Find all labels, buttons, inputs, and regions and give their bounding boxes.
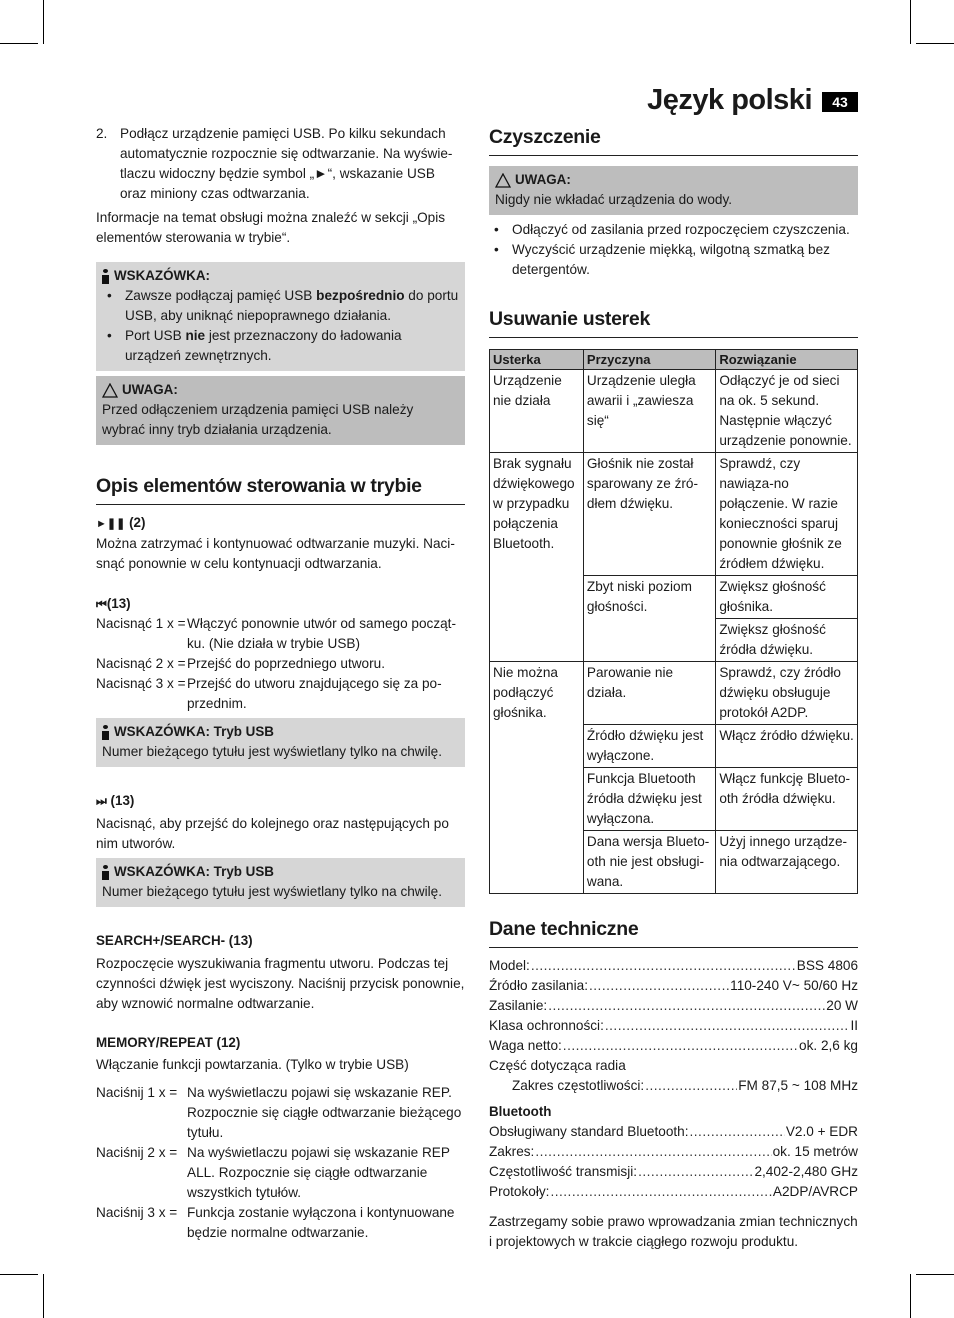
warning-title-text: UWAGA: [122,382,178,397]
section-heading: Czyszczenie [489,124,858,156]
list-item: • Wyczyścić urządzenie miękką, wilgotną szmatką bez detergentów. [489,240,858,280]
list-item [102,286,459,326]
list-item [102,326,459,366]
text: Zawsze podłączaj pamięć USB [125,288,317,303]
spec-row [489,1182,858,1202]
spec-row [489,1162,858,1182]
press-key: Nacisnąć 2 x = [96,656,186,671]
press-key: Naciśnij 2 x = [96,1145,178,1160]
hint-box [96,262,465,371]
page-number: 43 [822,92,858,112]
crop-mark [0,1274,38,1275]
press-key: Naciśnij 1 x = [96,1085,178,1100]
press-row [96,614,465,654]
bold-text: nie [185,328,206,343]
solution-cell: Włącz funkcję Blueto-oth źródła dźwięku. [716,768,858,831]
memory-heading: MEMORY/REPEAT (12) [96,1035,241,1050]
cause-cell: Funkcja Bluetooth źródła dźwięku jest wyłączona. [583,768,715,831]
page-title: Język polski [647,84,812,116]
hint-text: Numer bieżącego tytułu jest wyświetlany tylko na chwilę. [102,744,442,759]
warning-icon [102,383,118,398]
hint-title [102,722,459,742]
spec-row [489,976,858,996]
previous-label: (13) [106,596,131,611]
spec-row [489,1076,858,1096]
column-header: Rozwiązanie [716,350,858,370]
play-pause-text: Można zatrzymać i kontynuować odtwarzanie muzyki. Naci-snąć ponownie w celu kontynuacji odtwarzania. [96,536,455,571]
spec-key: Zakres częstotliwości: [512,1078,645,1093]
hint-title [102,266,459,286]
leader-dots [645,1076,737,1096]
section-heading: Dane techniczne [489,916,858,948]
bluetooth-heading: Bluetooth [489,1104,552,1119]
bold-text: bezpośrednio [316,288,405,303]
press-row [96,1203,465,1243]
leader-dots [605,1016,850,1036]
table-row [490,453,858,576]
left-column [96,124,465,1243]
leader-dots [690,1122,785,1142]
cause-cell: Urządzenie uległa awarii i „zawiesza się“ [583,370,715,453]
right-column [489,124,858,1252]
hint-list [102,286,459,366]
spec-value: ok. 2,6 kg [799,1038,858,1053]
spec-row [489,956,858,976]
hint-text: Numer bieżącego tytułu jest wyświetlany tylko na chwilę. [102,884,442,899]
step-2 [96,124,465,204]
crop-mark [916,1274,954,1275]
spec-value: FM 87,5 ~ 108 MHz [738,1078,858,1093]
spec-value: ok. 15 metrów [772,1144,858,1159]
warning-box [489,166,858,215]
press-value: Włączyć ponownie utwór od samego począt-ku. (Nie działa w trybie USB) [187,616,456,651]
leader-dots [535,1142,771,1162]
spec-row [489,1016,858,1036]
table-row [490,662,858,725]
leader-dots [638,1162,753,1182]
leader-dots [531,956,796,976]
next-text: Nacisnąć, aby przejść do kolejnego oraz następujących po nim utworów. [96,816,449,851]
warning-title [495,170,852,190]
info-paragraph: Informacje na temat obsługi można znaleźć w sekcji „Opis elementów sterowania w trybie“. [96,210,446,245]
section-heading: Usuwanie usterek [489,306,858,338]
spec-value: V2.0 + EDR [785,1124,858,1139]
spec-row [489,1122,858,1142]
skip-back-icon: ⏮ [96,597,107,611]
spec-key: Protokoły: [489,1184,550,1199]
crop-mark [43,0,44,44]
solution-cell: Włącz źródło dźwięku. [716,725,858,768]
text: jest przeznaczony do ładowania urządzeń zewnętrznych. [125,328,402,363]
leader-dots [548,996,825,1016]
next-heading [96,791,465,811]
solution-cell: Użyj innego urządze-nia odtwarzającego. [716,831,858,894]
troubleshooting-table [489,349,858,894]
section-heading: Opis elementów sterowania w trybie [96,473,465,505]
spec-key: Zakres: [489,1144,535,1159]
play-pause-heading [96,513,465,534]
crop-mark [910,0,911,44]
crop-mark [0,43,38,44]
spec-key: Zasilanie: [489,998,548,1013]
step-text: Podłącz urządzenie pamięci USB. Po kilku sekundach automatycznie rozpocznie się odtwarzanie. Na wyświe-tlaczu widoczny będzie symbol „►“, wskazanie USB oraz miniony czas odtwarzania. [120,126,453,201]
warning-title-text: UWAGA: [515,172,571,187]
leader-dots [563,1036,798,1056]
solution-cell: Sprawdź, czy źródło dźwięku obsługuje protokół A2DP. [716,662,858,725]
next-label: (13) [110,793,135,808]
leader-dots [550,1182,771,1202]
hint-box [96,718,465,767]
spec-value: 20 W [826,998,858,1013]
list-item: • Odłączyć od zasilania przed rozpoczęciem czyszczenia. [489,220,858,240]
press-value: Przejść do utworu znajdującego się za po-przednim. [187,676,442,711]
column-header: Przyczyna [583,350,715,370]
crop-mark [43,1274,44,1318]
column-header: Usterka [490,350,584,370]
press-row [96,674,465,714]
spec-row [489,996,858,1016]
info-icon [102,269,109,284]
step-number: 2. [96,126,108,141]
memory-text: Włączanie funkcji powtarzania. (Tylko w trybie USB) [96,1057,409,1072]
hint-title-text: WSKAZÓWKA: [114,268,210,283]
spec-key: Klasa ochronności: [489,1018,604,1033]
text: do portu USB, aby uniknąć niepoprawnego działania. [125,288,459,323]
spec-key: Obsługiwany standard Bluetooth: [489,1124,689,1139]
table-header-row [490,350,858,370]
press-row [96,1143,465,1203]
press-key: Nacisnąć 3 x = [96,676,186,691]
skip-forward-icon: ⏭ [96,794,107,808]
press-value: Na wyświetlaczu pojawi się wskazanie REP ALL. Rozpocznie się ciągłe odtwarzanie wszystkich tytułów. [187,1145,450,1200]
spec-key: Model: [489,958,530,973]
spec-value: BSS 4806 [796,958,858,973]
cause-cell: Źródło dźwięku jest wyłączone. [583,725,715,768]
press-value: Funkcja zostanie wyłączona i kontynuowane będzie normalne odtwarzanie. [187,1205,455,1240]
spec-list [489,956,858,1202]
cause-cell: Głośnik nie został sparowany ze źró-dłem dźwięku. [583,453,715,576]
warning-text: Przed odłączeniem urządzenia pamięci USB należy wybrać inny tryb działania urządzenia. [102,402,414,437]
fault-cell: Urządzenie nie działa [490,370,584,453]
cause-cell: Dana wersja Blueto-oth nie jest obsługi-wana. [583,831,715,894]
search-text: Rozpoczęcie wyszukiwania fragmentu utworu. Podczas tej czynności dźwięk jest wyciszony. Naciśnij przycisk ponownie, aby wznowić normalne odtwarzanie. [96,956,465,1011]
table-row [490,370,858,453]
press-value: Przejść do poprzedniego utworu. [187,656,385,671]
press-key: Nacisnąć 1 x = [96,616,186,631]
cleaning-list [489,220,858,280]
search-heading: SEARCH+/SEARCH- (13) [96,933,253,948]
spec-value: A2DP/AVRCP [772,1184,858,1199]
play-pause-icon: ►❚❚ [96,518,126,530]
press-row [96,654,465,674]
spec-value: 110-240 V~ 50/60 Hz [730,978,858,993]
press-row [96,1083,465,1143]
spec-key: Źródło zasilania: [489,978,588,993]
hint-box [96,858,465,907]
leader-dots [589,976,729,996]
warning-text: Nigdy nie wkładać urządzenia do wody. [495,192,733,207]
radio-label: Część dotycząca radia [489,1058,626,1073]
hint-title-text: WSKAZÓWKA: Tryb USB [114,724,274,739]
fault-cell: Brak sygnału dźwiękowego w przypadku połączenia Bluetooth. [490,453,584,662]
hint-title [102,862,459,882]
cause-cell: Parowanie nie działa. [583,662,715,725]
crop-mark [910,1274,911,1318]
spec-key: Waga netto: [489,1038,562,1053]
play-pause-label: (2) [129,515,146,530]
previous-heading [96,594,465,614]
footer-note: Zastrzegamy sobie prawo wprowadzania zmian technicznych i projektowych w trakcie ciągłego rozwoju produktu. [489,1214,858,1249]
cause-cell: Zbyt niski poziom głośności. [583,576,715,662]
solution-cell: Sprawdź, czy nawiąza-no połączenie. W razie konieczności sparuj ponownie głośnik ze źródłem dźwięku. [716,453,858,576]
press-key: Naciśnij 3 x = [96,1205,178,1220]
info-icon [102,865,109,880]
spec-key: Częstotliwość transmisji: [489,1164,638,1179]
fault-cell: Nie można podłączyć głośnika. [490,662,584,894]
info-icon [102,725,109,740]
spec-row [489,1142,858,1162]
warning-title [102,380,459,400]
text: Port USB [125,328,186,343]
solution-cell: Zwiększ głośność źródła dźwięku. [716,619,858,662]
crop-mark [916,43,954,44]
warning-box [96,376,465,445]
press-value: Na wyświetlaczu pojawi się wskazanie REP. Rozpocznie się ciągłe odtwarzanie bieżącego tytułu. [187,1085,462,1140]
hint-title-text: WSKAZÓWKA: Tryb USB [114,864,274,879]
spec-value: II [850,1018,858,1033]
solution-cell: Odłączyć je od sieci na ok. 5 sekund. Następnie włączyć urządzenie ponownie. [716,370,858,453]
solution-cell: Zwiększ głośność głośnika. [716,576,858,619]
warning-icon [495,173,511,188]
spec-value: 2,402-2,480 GHz [754,1164,858,1179]
spec-row [489,1036,858,1056]
